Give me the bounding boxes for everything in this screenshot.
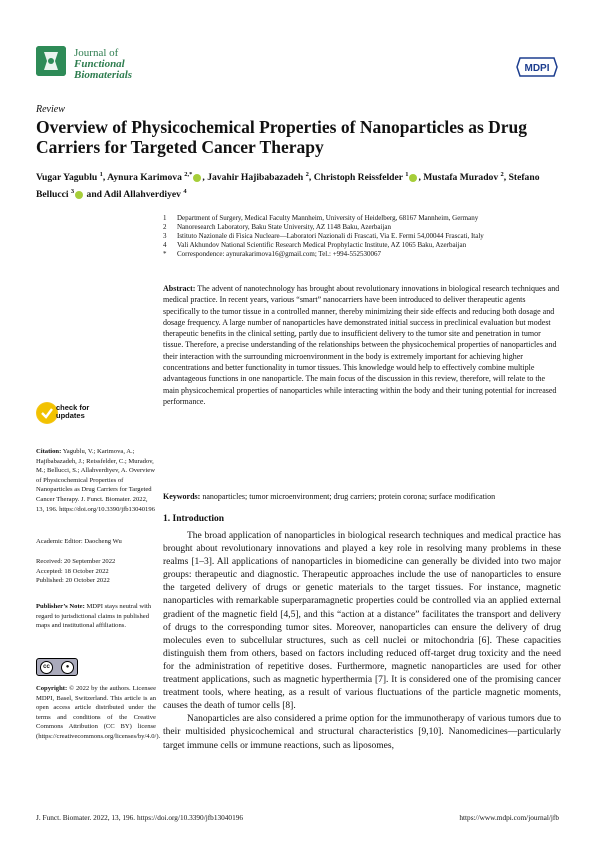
author-name[interactable]: Christoph Reissfelder: [313, 172, 406, 184]
orcid-icon[interactable]: [193, 174, 201, 182]
author-name[interactable]: Stefano Bellucci: [36, 172, 540, 201]
orcid-icon[interactable]: [409, 174, 417, 182]
affiliation-item: [163, 241, 563, 250]
citation-label: Citation:: [36, 448, 62, 455]
affiliation-text: Department of Surgery, Medical Faculty Mannheim, University of Heidelberg, 68167 Mannheim, Germany: [177, 214, 479, 222]
keywords-label: Keywords:: [163, 492, 201, 501]
affiliation-item: [163, 250, 563, 259]
section-heading: 1. Introduction: [163, 514, 225, 524]
affiliation-text: Istituto Nazionale di Fisica Nucleare—Laboratori Nazionali di Frascati, Via E. Fermi 54,00044 Frascati, Italy: [177, 232, 484, 240]
check-for-updates-icon: [36, 402, 58, 424]
abstract: [163, 283, 561, 407]
page-title: Overview of Physicochemical Properties of Nanoparticles as Drug Carriers for Targeted Cancer Therapy: [36, 117, 528, 157]
paragraph: The broad application of nanoparticles in biological research techniques and medical practice has brought about revolutionary innovations and played a key role in resolving many problems in these realms [1–3]. All applications of nanoparticles in biomedicine can generally be divided into two major groups: therapeutic and diagnostic. Therapeutic approaches include the use of nanoparticles to ensure the targeted delivery of drugs or genetic materials to the target tissues. For instance, magnetic nanoparticles with remarkable superparamagnetic properties could be controlled via an applied external gradient of the magnetic field [4,5], and this “action at a distance” facilitates the transport and delivery of drugs to the corresponding tumor sites. Moreover, nanoparticles can ensure the delivery of drug molecules even to subcellular structures, such as cell nuclei or mitochondria [6]. These capacities distinguish them from others, based on factors including reduced off-target drug toxicity and the need for the administration of repetitive doses. Furthermore, magnetic nanoparticles are used for other treatment applications, such as magnetic hyperthermia [7]. It is considered one of the promising cancer treatment tools, where heating, as a result of various fluctuations of the particle magnetic moments, causes the death of tumor cells [8].: [163, 531, 561, 712]
mdpi-logo[interactable]: [516, 57, 558, 77]
affiliation-text: Correspondence: aynurakarimova16@gmail.com; Tel.: +994-552530067: [177, 250, 381, 258]
orcid-icon[interactable]: [75, 191, 83, 199]
author-affiliation-marker: 4: [183, 188, 187, 196]
journal-logo-icon: [36, 46, 66, 76]
mdpi-logo-icon: [516, 57, 558, 77]
journal-name[interactable]: [74, 48, 132, 81]
author-affiliation-marker: 1: [99, 171, 103, 178]
paragraph: Nanoparticles are also considered a prime option for the immunotherapy of various tumors due to their multisided physicochemical and structural characteristics [9,10]. Nanomedicines—particularly target immune cells or immune reactions, such as liposomes,: [163, 714, 561, 751]
affiliation-number: *: [163, 250, 167, 258]
copyright-text: © 2022 by the authors. Licensee MDPI, Basel, Switzerland. This article is an open access article distributed under the terms and conditions of the Creative Commons Attribution (CC BY) license (https://creativecommons.org/licenses/by/4.0/).: [36, 685, 161, 740]
affiliation-number: 4: [163, 241, 167, 249]
affiliation-text: Nanoresearch Laboratory, Baku State University, AZ 1148 Baku, Azerbaijan: [177, 223, 392, 231]
affiliations: [163, 214, 563, 259]
author-affiliation-marker: 2: [305, 171, 309, 178]
check-for-updates-label: [56, 404, 89, 420]
author-list: [36, 168, 561, 202]
journal-name-line3: Biomaterials: [74, 69, 133, 81]
affiliation-item: [163, 214, 563, 223]
copyright-label: Copyright:: [36, 685, 68, 692]
author-separator: ,: [202, 172, 208, 184]
author-separator: ,: [102, 172, 108, 184]
affiliation-number: 3: [163, 232, 167, 240]
check-line2: updates: [56, 411, 85, 420]
abstract-text: The advent of nanotechnology has brought about revolutionary innovations in biological research techniques and medical practice. In recent years, various “smart” nanocarriers have been introduced to deliver therapeutic agents specifically to the tumor tissue in a controlled manner, thereby minimizing their side effects and reducing both dosage and dosage frequency. A large number of nanoparticles have demonstrated initial success in preclinical evaluation but modest therapeutic benefits in the clinical setting, partly due to insufficient delivery to the tumor site and penetration in tumor tissue. Therefore, a precise understanding of the relationships between the physicochemical properties of nanoparticles and their interaction with the surrounding microenvironment in the body is extremely important for achieving higher concentrations and better functionality in tumor tissues. This knowledge would help to effectively combine multiple advantageous functions in one nanoparticle. The main focus of the discussion in this review, therefore, will relate to the main physicochemical properties of nanoparticles while interacting within the body and their tuning potential for increased performance.: [163, 284, 560, 406]
publisher-note-text: MDPI stays neutral with regard to jurisdictional claims in published maps and institutional affiliations.: [36, 603, 152, 630]
cc-icon: cc: [40, 661, 53, 674]
affiliation-number: 2: [163, 223, 167, 231]
author-separator: ,: [308, 172, 314, 184]
article-type: Review: [36, 104, 65, 115]
author-name[interactable]: Vugar Yagublu: [36, 172, 100, 184]
check-line1: check for: [56, 403, 90, 412]
footer-citation[interactable]: J. Funct. Biomater. 2022, 13, 196. https://doi.org/10.3390/jfb13040196: [36, 813, 244, 822]
introduction-body: [163, 530, 561, 753]
copyright: [36, 684, 161, 742]
publisher-note: [36, 602, 156, 631]
affiliation-number: 1: [163, 214, 167, 222]
author-separator: and: [84, 189, 104, 201]
footer-journal-link[interactable]: https://www.mdpi.com/journal/jfb: [459, 813, 559, 822]
author-name[interactable]: Adil Allahverdiyev: [103, 189, 184, 201]
journal-name-line2: Functional: [74, 58, 125, 70]
citation-text[interactable]: Yagublu, V.; Karimova, A.; Hajibabazadeh, J.; Reissfelder, C.; Muradov, M.; Bellucci, S.; Allahverdiyev, A. Overview of Physicochemical Properties of Nanoparticles as Drug Carriers for Targeted Cancer Therapy. J. Funct. Biomater. 2022, 13, 196. https://doi.org/10.3390/jfb13040196: [36, 448, 155, 513]
affiliation-item: [163, 232, 563, 241]
author-separator: ,: [503, 172, 509, 184]
keywords: [163, 491, 561, 502]
citation-block: [36, 447, 156, 514]
author-name[interactable]: Javahir Hajibabazadeh: [207, 172, 306, 184]
academic-editor: Academic Editor: Daocheng Wu: [36, 538, 122, 545]
check-for-updates-badge[interactable]: [36, 402, 58, 424]
author-affiliation-marker: 2,*: [184, 171, 193, 178]
published-date: Published: 20 October 2022: [36, 577, 110, 585]
dates: [36, 557, 156, 586]
publisher-note-label: Publisher’s Note:: [36, 603, 85, 610]
abstract-label: Abstract:: [163, 284, 196, 293]
affiliation-text: Vali Akhundov National Scientific Research Medical Prophylactic Institute, AZ 1065 Baku, Azerbaijan: [177, 241, 467, 249]
by-icon: ●: [61, 661, 74, 674]
cc-by-license-icon[interactable]: [36, 658, 78, 676]
author-affiliation-marker: 3: [70, 188, 75, 196]
journal-name-line1: Journal of: [74, 47, 119, 59]
received-date: Received: 20 September 2022: [36, 558, 116, 565]
keywords-text: nanoparticles; tumor microenvironment; drug carriers; protein corona; surface modification: [202, 492, 496, 501]
accepted-date: Accepted: 18 October 2022: [36, 567, 109, 575]
author-separator: ,: [418, 172, 424, 184]
author-affiliation-marker: 2: [500, 171, 504, 178]
author-name[interactable]: Mustafa Muradov: [423, 172, 501, 184]
author-affiliation-marker: 1: [405, 171, 409, 178]
mdpi-logo-text: MDPI: [524, 63, 550, 74]
author-name[interactable]: Aynura Karimova: [107, 172, 185, 184]
affiliation-item: [163, 223, 563, 232]
